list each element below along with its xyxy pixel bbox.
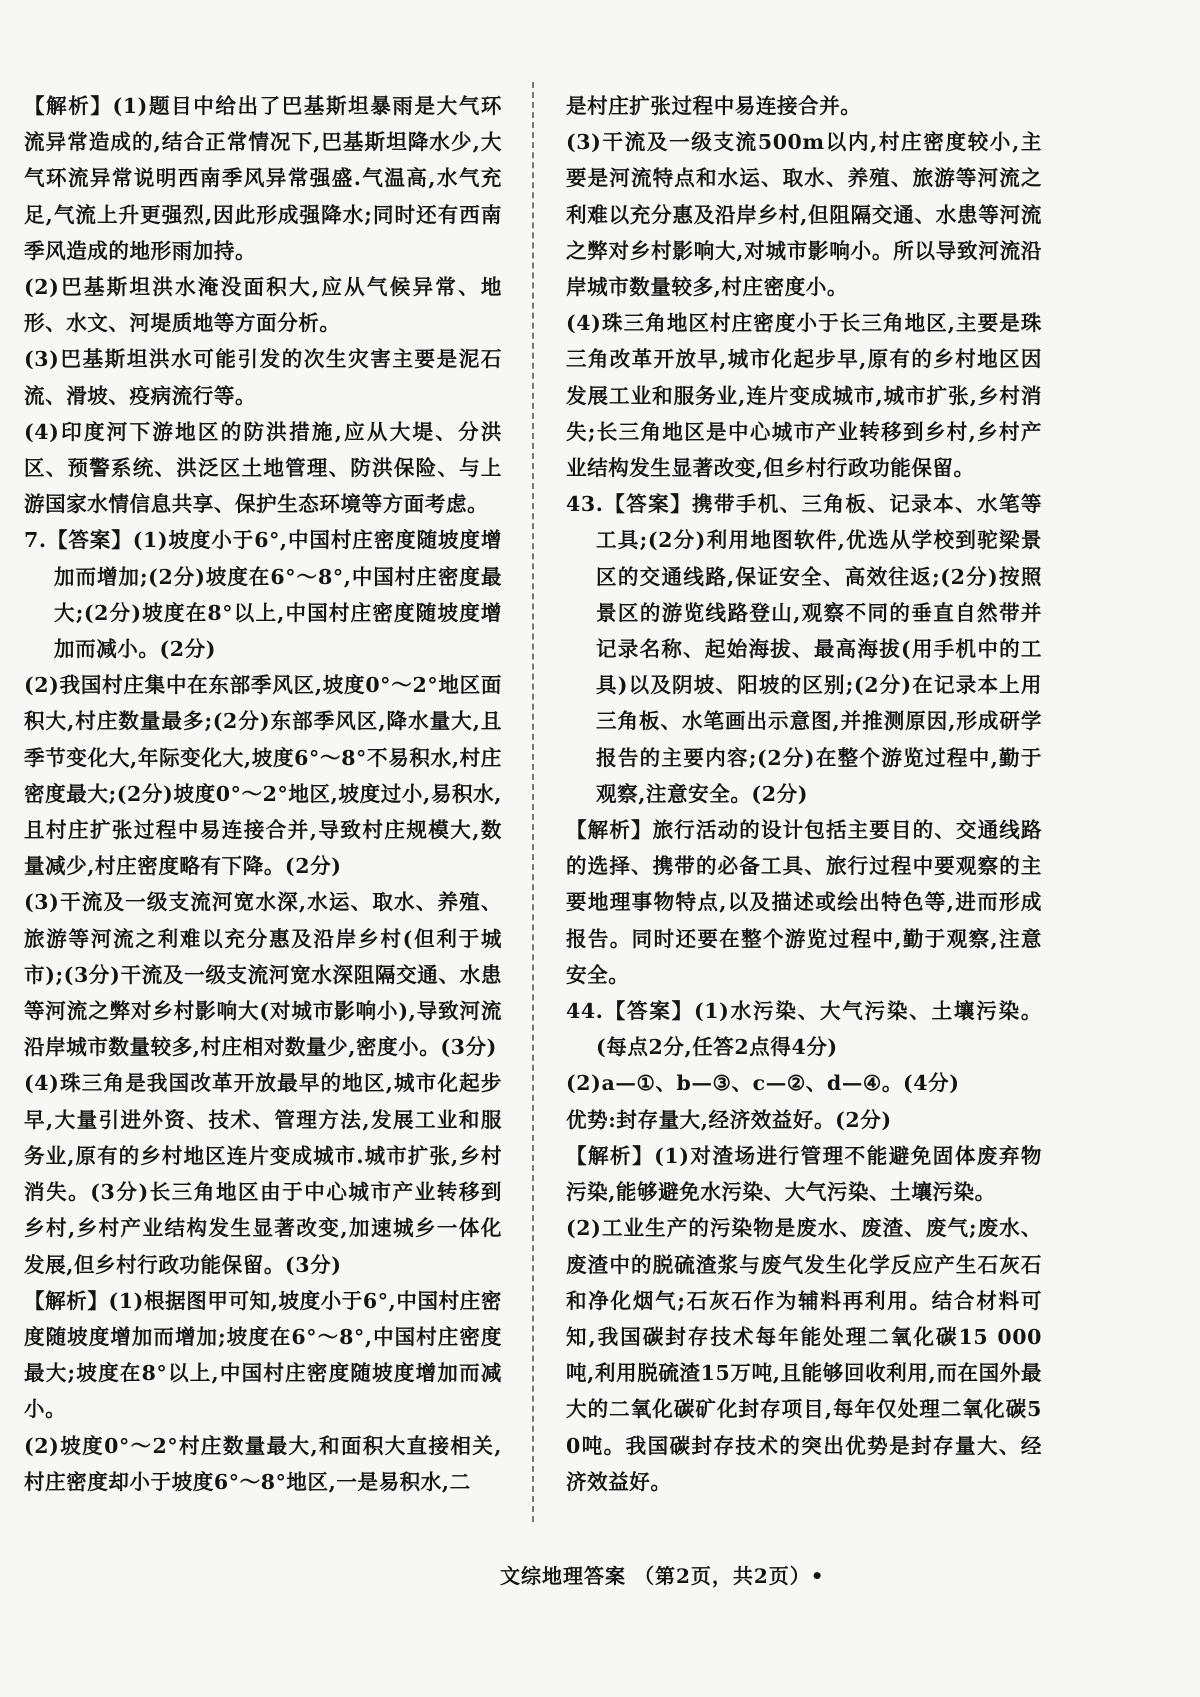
analysis-q-prev-2: (2)巴基斯坦洪水淹没面积大,应从气候异常、地形、水文、河堤质地等方面分析。 [24,275,502,336]
q7-answer-4: (4)珠三角是我国改革开放最早的地区,城市化起步早,大量引进外资、技术、管理方法,发展工业和服务业,原有的乡村地区连片变成城市.城市扩张,乡村消失。(3分)长三角地区由于中心城市产业转移到乡村,乡村产业结构发生显著改变,加速城乡一体化发展,但乡村行政功能保留。(3分) [24,1071,502,1277]
q7-number: 7. [24,528,47,553]
q7-answer-3: (3)干流及一级支流河宽水深,水运、取水、养殖、旅游等河流之利难以充分惠及沿岸乡村(但利于城市);(3分)干流及一级支流河宽水深阻隔交通、水患等河流之弊对乡村影响大(对城市影响小),导致河流沿岸城市数量较多,村庄相对数量少,密度小。(3分) [24,890,502,1060]
q7-answer-2: (2)我国村庄集中在东部季风区,坡度0°～2°地区面积大,村庄数量最多;(2分)东部季风区,降水量大,且季节变化大,年际变化大,坡度6°～8°不易积水,村庄密度最大;(2分)坡度0°～2°地区,坡度过小,易积水,且村庄扩张过程中易连接合并,导致村庄规模大,数量减少,村庄密度略有下降。(2分) [24,673,502,879]
q7-analysis-2-cont: 是村庄扩张过程中易连接合并。 [566,94,862,118]
q43-answer [566,486,1042,812]
q43-analysis: 【解析】旅行活动的设计包括主要目的、交通线路的选择、携带的必备工具、旅行过程中要观察的主要地理事物特点,以及描述或绘出特色等,进而形成报告。同时还要在整个游览过程中,勤于观察,注意安全。 [566,818,1042,987]
q7-analysis-4: (4)珠三角地区村庄密度小于长三角地区,主要是珠三角改革开放早,城市化起步早,原有的乡村地区因发展工业和服务业,连片变成城市,城市扩张,乡村消失;长三角地区是中心城市产业转移到乡村,乡村产业结构发生显著改变,但乡村行政功能保留。 [566,311,1042,481]
q44-answer-label: 【答案】 [603,999,694,1024]
q7-answer-1 [24,522,502,667]
q7-analysis-2: (2)坡度0°～2°村庄数量最大,和面积大直接相关,村庄密度却小于坡度6°～8°地区,一是易积水,二 [24,1433,502,1494]
q7-answer-label: 【答案】 [46,528,133,553]
q43-number: 43. [566,492,604,517]
analysis-q-prev-1: 【解析】(1)题目中给出了巴基斯坦暴雨是大气环流异常造成的,结合正常情况下,巴基斯坦降水少,大气环流异常说明西南季风异常强盛.气温高,水气充足,气流上升更强烈,因此形成强降水;同时还有西南季风造成的地形雨加持。 [24,94,502,263]
q43-answer-label: 【答案】 [603,492,692,517]
q44-answer-2: (2)a—①、b—③、c—②、d—④。(4分) [566,1071,960,1096]
q7-answer-1-text: (1)坡度小于6°,中国村庄密度随坡度增加而增加;(2分)坡度在6°～8°,中国村庄密度最大;(2分)坡度在8°以上,中国村庄密度随坡度增加而减小。(2分) [54,528,502,662]
q44-analysis-1: 【解析】(1)对渣场进行管理不能避免固体废弃物污染,能够避免水污染、大气污染、土壤污染。 [566,1143,1042,1205]
q7-analysis-1: 【解析】(1)根据图甲可知,坡度小于6°,中国村庄密度随坡度增加而增加;坡度在6°～8°,中国村庄密度最大;坡度在8°以上,中国村庄密度随坡度增加而减小。 [24,1288,502,1422]
right-column [566,88,1042,1500]
q44-answer-3: 优势:封存量大,经济效益好。(2分) [566,1107,892,1132]
analysis-q-prev-4: (4)印度河下游地区的防洪措施,应从大堤、分洪区、预警系统、洪泛区土地管理、防洪保险、与上游国家水情信息共享、保护生态环境等方面考虑。 [24,419,502,517]
q7-analysis-3: (3)干流及一级支流500m以内,村庄密度较小,主要是河流特点和水运、取水、养殖、旅游等河流之利难以充分惠及沿岸乡村,但阻隔交通、水患等河流之弊对乡村影响大,对城市影响小。所以导致河流沿岸城市数量较多,村庄密度小。 [566,130,1042,300]
analysis-q-prev-3: (3)巴基斯坦洪水可能引发的次生灾害主要是泥石流、滑坡、疫病流行等。 [24,347,502,408]
column-divider [532,82,534,1522]
q44-answer-1 [566,993,1042,1065]
q44-analysis-2: (2)工业生产的污染物是废水、废渣、废气;废水、废渣中的脱硫渣浆与废气发生化学反应产生石灰石和净化烟气;石灰石作为辅料再利用。结合材料可知,我国碳封存技术每年能处理二氧化碳15 000吨,利用脱硫渣15万吨,且能够回收利用,而在国外最大的二氧化碳矿化封存项目,每年仅处理二氧化碳50吨。我国碳封存技术的突出优势是封存量大、经济效益好。 [566,1216,1042,1494]
q44-answer-1-text: (1)水污染、大气污染、土壤污染。(每点2分,任答2点得4分) [596,999,1042,1060]
q43-answer-text: 携带手机、三角板、记录本、水笔等工具;(2分)利用地图软件,优选从学校到驼梁景区的交通线路,保证安全、高效往返;(2分)按照景区的游览线路登山,观察不同的垂直自然带并记录名称、起始海拔、最高海拔(用手机中的工具)以及阴坡、阳坡的区别;(2分)在记录本上用三角板、水笔画出示意图,并推测原因,形成研学报告的主要内容;(2分)在整个游览过程中,勤于观察,注意安全。(2分) [596,492,1042,806]
q44-number: 44. [566,999,604,1024]
page-footer: 文综地理答案 （第2页，共2页）• [500,1564,825,1588]
left-column [24,88,502,1500]
